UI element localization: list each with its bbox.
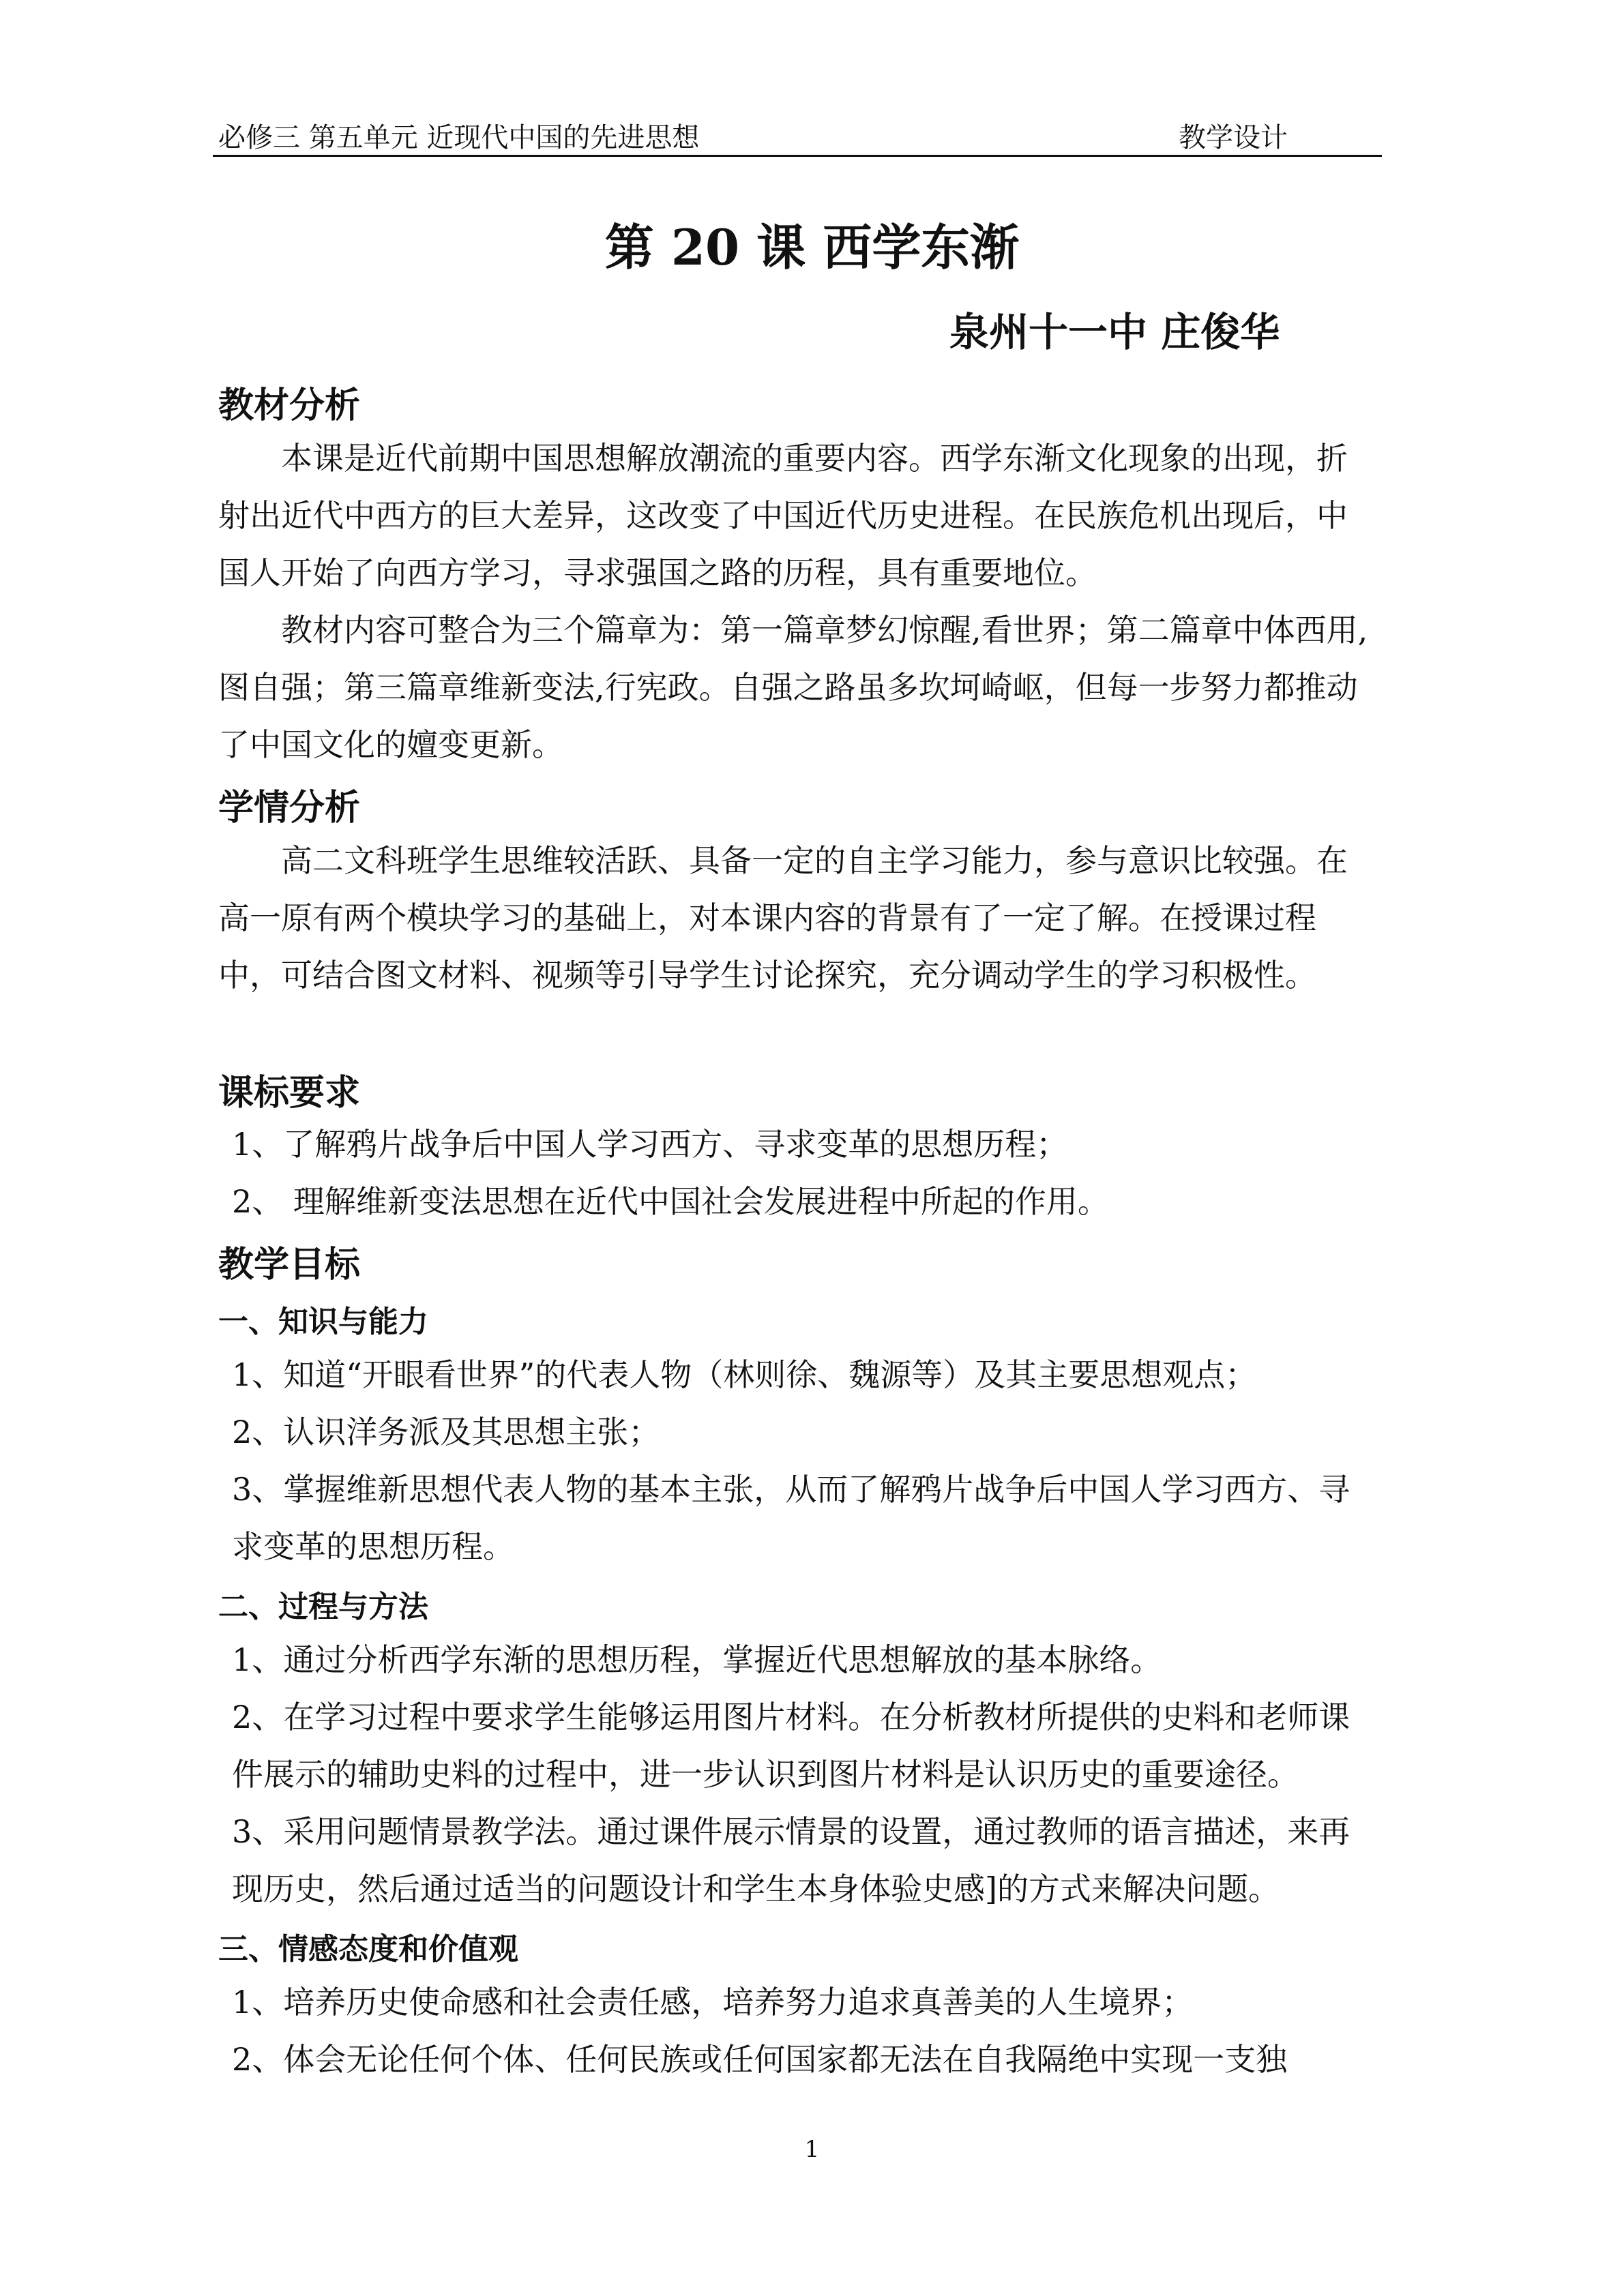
- emotion-item: 1、培养历史使命感和社会责任感，培养努力追求真善美的人生境界；: [232, 1984, 1194, 2021]
- author-line: 泉州十一中 庄俊华: [949, 309, 1280, 355]
- knowledge-item: 3、掌握维新思想代表人物的基本主张，从而了解鸦片战争后中国人学习西方、寻求变革的思想历程。: [232, 1471, 1350, 1565]
- lesson-title: 第 20 课 西学东渐: [604, 218, 1020, 276]
- process-item: 3、采用问题情景教学法。通过课件展示情景的设置，通过教师的语言描述，来再现历史，然后通过适当的问题设计和学生本身体验史感]的方式来解决问题。: [232, 1813, 1350, 1907]
- process-item: 2、在学习过程中要求学生能够运用图片材料。在分析教材所提供的史料和老师课件展示的辅助史料的过程中，进一步认识到图片材料是认识历史的重要途径。: [232, 1699, 1350, 1793]
- subheading-emotion-values: 三、情感态度和价值观: [218, 1932, 518, 1967]
- heading-curriculum-requirements: 课标要求: [218, 1073, 361, 1114]
- curriculum-item: 2、 理解维新变法思想在近代中国社会发展进程中所起的作用。: [232, 1183, 1109, 1220]
- running-header-left: 必修三 第五单元 近现代中国的先进思想: [218, 122, 700, 153]
- textbook-paragraph-1: 本课是近代前期中国思想解放潮流的重要内容。西学东渐文化现象的出现，折射出近代中西方的巨大差异，这改变了中国近代历史进程。在民族危机出现后，中国人开始了向西方学习，寻求强国之路的历程，具有重要地位。: [218, 440, 1348, 591]
- textbook-paragraph-2: 教材内容可整合为三个篇章为：第一篇章梦幻惊醒,看世界；第二篇章中体西用,图自强；第三篇章维新变法,行宪政。自强之路虽多坎坷崎岖，但每一步努力都推动了中国文化的嬗变更新。: [218, 612, 1368, 763]
- students-paragraph-1: 高二文科班学生思维较活跃、具备一定的自主学习能力，参与意识比较强。在高一原有两个模块学习的基础上，对本课内容的背景有了一定了解。在授课过程中，可结合图文材料、视频等引导学生讨论探究，充分调动学生的学习积极性。: [218, 842, 1348, 994]
- curriculum-item: 1、了解鸦片战争后中国人学习西方、寻求变革的思想历程；: [232, 1126, 1068, 1163]
- heading-teaching-goals: 教学目标: [218, 1244, 361, 1285]
- header-rule: [213, 155, 1382, 157]
- page-number: 1: [804, 2136, 820, 2163]
- running-header-right: 教学设计: [1179, 122, 1288, 153]
- heading-student-analysis: 学情分析: [218, 788, 361, 829]
- heading-textbook-analysis: 教材分析: [218, 385, 361, 426]
- emotion-item: 2、体会无论任何个体、任何民族或任何国家都无法在自我隔绝中实现一支独: [232, 2041, 1288, 2078]
- knowledge-item: 1、知道“开眼看世界”的代表人物（林则徐、魏源等）及其主要思想观点；: [232, 1356, 1257, 1393]
- subheading-process-method: 二、过程与方法: [218, 1590, 428, 1624]
- subheading-knowledge-ability: 一、知识与能力: [218, 1304, 428, 1339]
- process-item: 1、通过分析西学东渐的思想历程，掌握近代思想解放的基本脉络。: [232, 1641, 1162, 1678]
- knowledge-item: 2、认识洋务派及其思想主张；: [232, 1414, 660, 1450]
